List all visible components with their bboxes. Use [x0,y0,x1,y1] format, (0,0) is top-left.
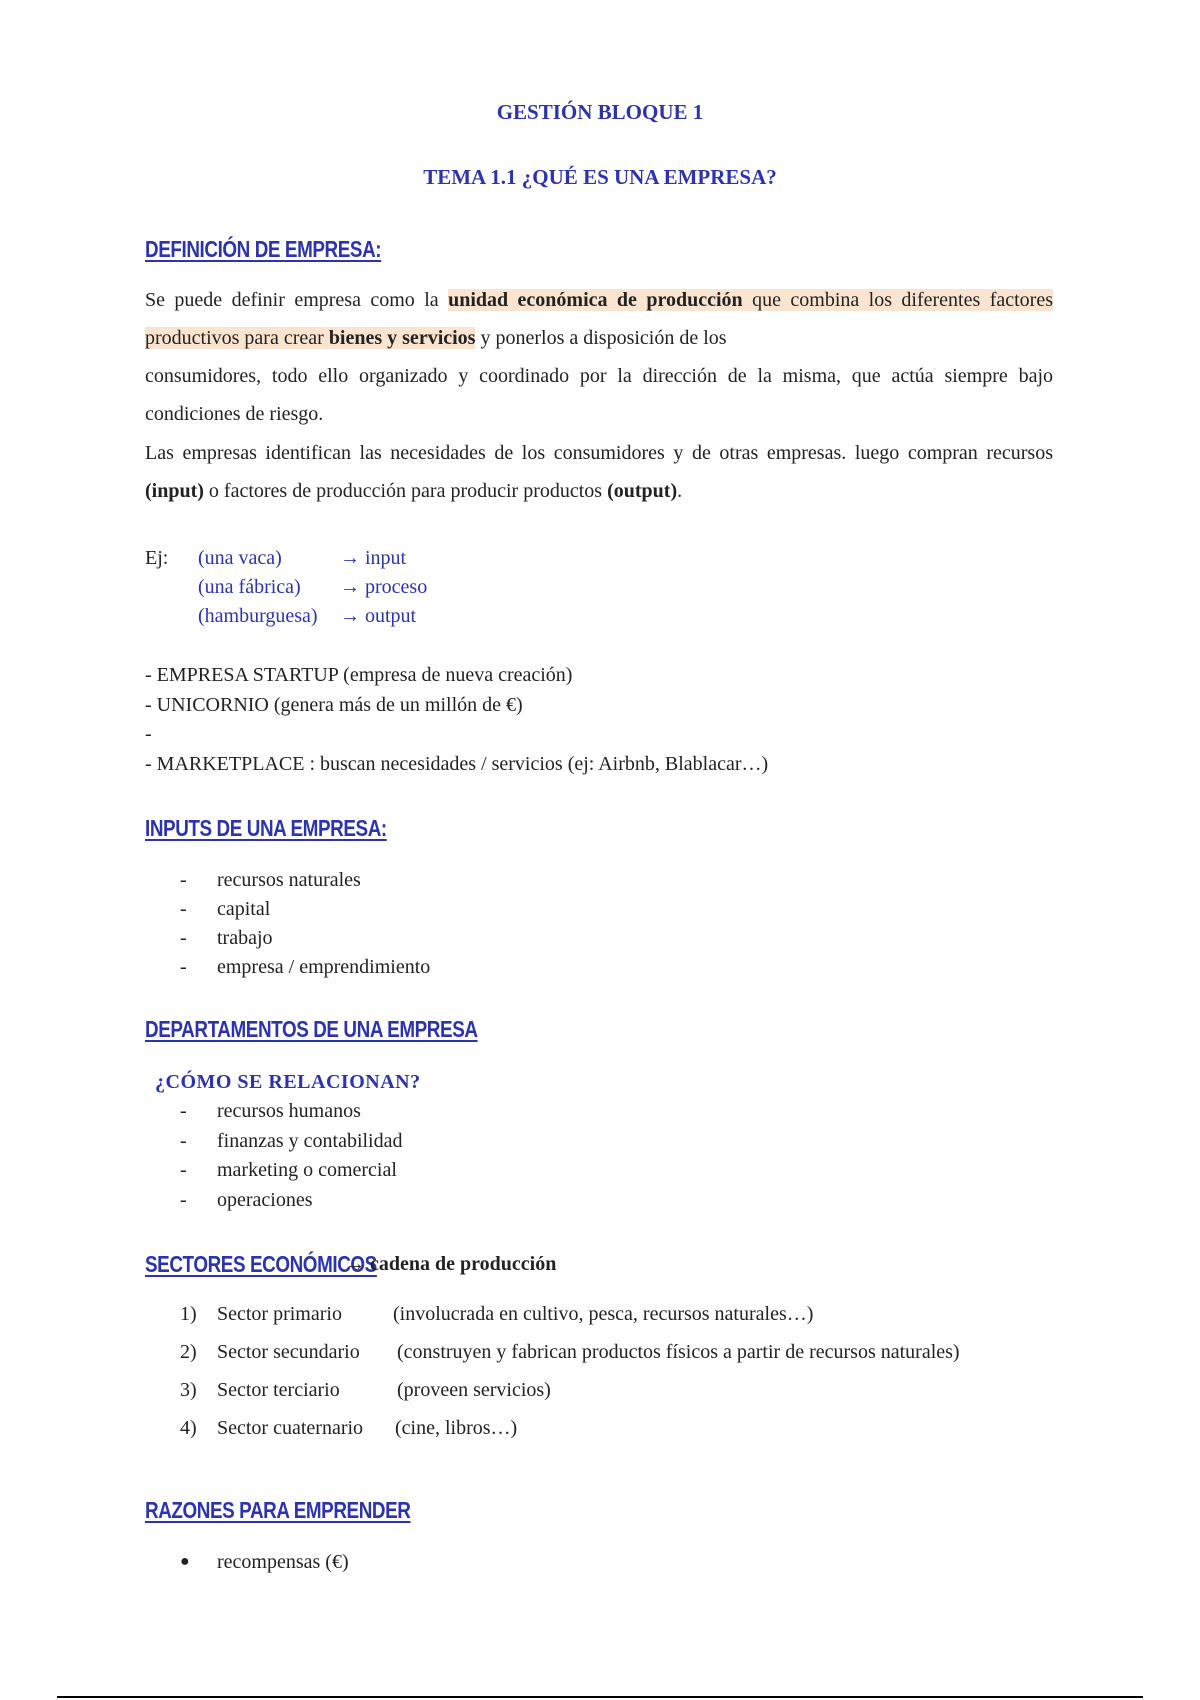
sector-number: 1) [180,1303,197,1325]
dept-item-label: marketing o comercial [217,1159,397,1181]
sector-name: Sector terciario [217,1379,340,1401]
dept-item-label: operaciones [217,1189,313,1211]
p3-bold-input: (input) [145,480,204,502]
bullet-marker: ● [180,1553,190,1570]
dash-marker: - [180,1130,187,1152]
p1-text-a: Se puede definir empresa como la [145,289,449,311]
sectores-tail: → cadena de producción [345,1253,557,1275]
example-item-3: (hamburguesa) [198,605,318,627]
dash-marker: - [180,956,187,978]
heading-sectores: SECTORES ECONÓMICOS [145,1251,377,1277]
document-title: GESTIÓN BLOQUE 1 [496,100,704,124]
sector-description: (proveen servicios) [397,1379,551,1401]
p1-text-e: y ponerlos a disposición de los [475,327,727,349]
p3-text-e: . [677,480,683,502]
dash-marker: - [180,869,187,891]
heading-departamentos: DEPARTAMENTOS DE UNA EMPRESA [145,1016,478,1042]
dash-marker: - [180,1159,187,1181]
definicion-paragraph-3 [145,434,1053,510]
input-item-label: recursos naturales [217,869,361,891]
sector-number: 2) [180,1341,197,1363]
heading-inputs: INPUTS DE UNA EMPRESA: [145,815,387,841]
document-subtitle: TEMA 1.1 ¿QUÉ ES UNA EMPRESA? [423,165,777,189]
p3-bold-output: (output) [607,480,678,502]
p1-bold-bienes: bienes y servicios [328,327,476,349]
definicion-paragraph-2: consumidores, todo ello organizado y coordinado por la dirección de la misma, que actúa siempre bajo condiciones de riesgo. [145,365,1053,425]
input-item-label: capital [217,898,271,920]
dept-item-label: recursos humanos [217,1100,361,1122]
dash-marker: - [180,898,187,920]
sector-description: (construyen y fabrican productos físicos a partir de recursos naturales) [397,1341,960,1363]
heading-definicion: DEFINICIÓN DE EMPRESA: [145,236,382,262]
dash-marker: - [180,927,187,949]
razon-item-label: recompensas (€) [217,1551,349,1573]
type-startup: - EMPRESA STARTUP (empresa de nueva creación) [145,664,573,686]
p3-text-c: o factores de producción para producir productos [203,480,608,502]
sector-name: Sector secundario [217,1341,360,1363]
p1-bold-unidad: unidad económica de producción [448,289,743,311]
type-unicornio: - UNICORNIO (genera más de un millón de €) [145,694,523,716]
dept-item-label: finanzas y contabilidad [217,1130,403,1152]
example-label: Ej: [145,547,169,569]
example-item-1: (una vaca) [198,547,282,569]
example-result-2: → proceso [340,576,428,598]
type-marketplace: - MARKETPLACE : buscan necesidades / servicios (ej: Airbnb, Blablacar…) [145,753,769,775]
input-item-label: trabajo [217,927,273,949]
example-result-1: → input [340,547,407,569]
input-item-label: empresa / emprendimiento [217,956,431,978]
p1-text-c: que combina los diferentes factores productivos para crear [145,289,1053,349]
page-bottom-rule [57,1696,1143,1698]
heading-razones: RAZONES PARA EMPRENDER [145,1497,411,1523]
example-result-3: → output [340,605,417,627]
sector-description: (involucrada en cultivo, pesca, recursos naturales…) [393,1303,814,1325]
dash-marker: - [180,1100,187,1122]
sector-name: Sector primario [217,1303,342,1325]
dash-marker: - [180,1189,187,1211]
sector-number: 4) [180,1417,197,1439]
sector-description: (cine, libros…) [395,1417,518,1439]
definicion-paragraph-1 [145,281,1053,357]
example-item-2: (una fábrica) [198,576,301,598]
departamentos-subheading: ¿CÓMO SE RELACIONAN? [155,1071,421,1093]
type-empty: - [145,723,152,745]
p3-text-a: Las empresas identifican las necesidades de los consumidores y de otras empresas. luego compran recursos [145,442,1053,464]
sector-number: 3) [180,1379,197,1401]
sector-name: Sector cuaternario [217,1417,364,1439]
